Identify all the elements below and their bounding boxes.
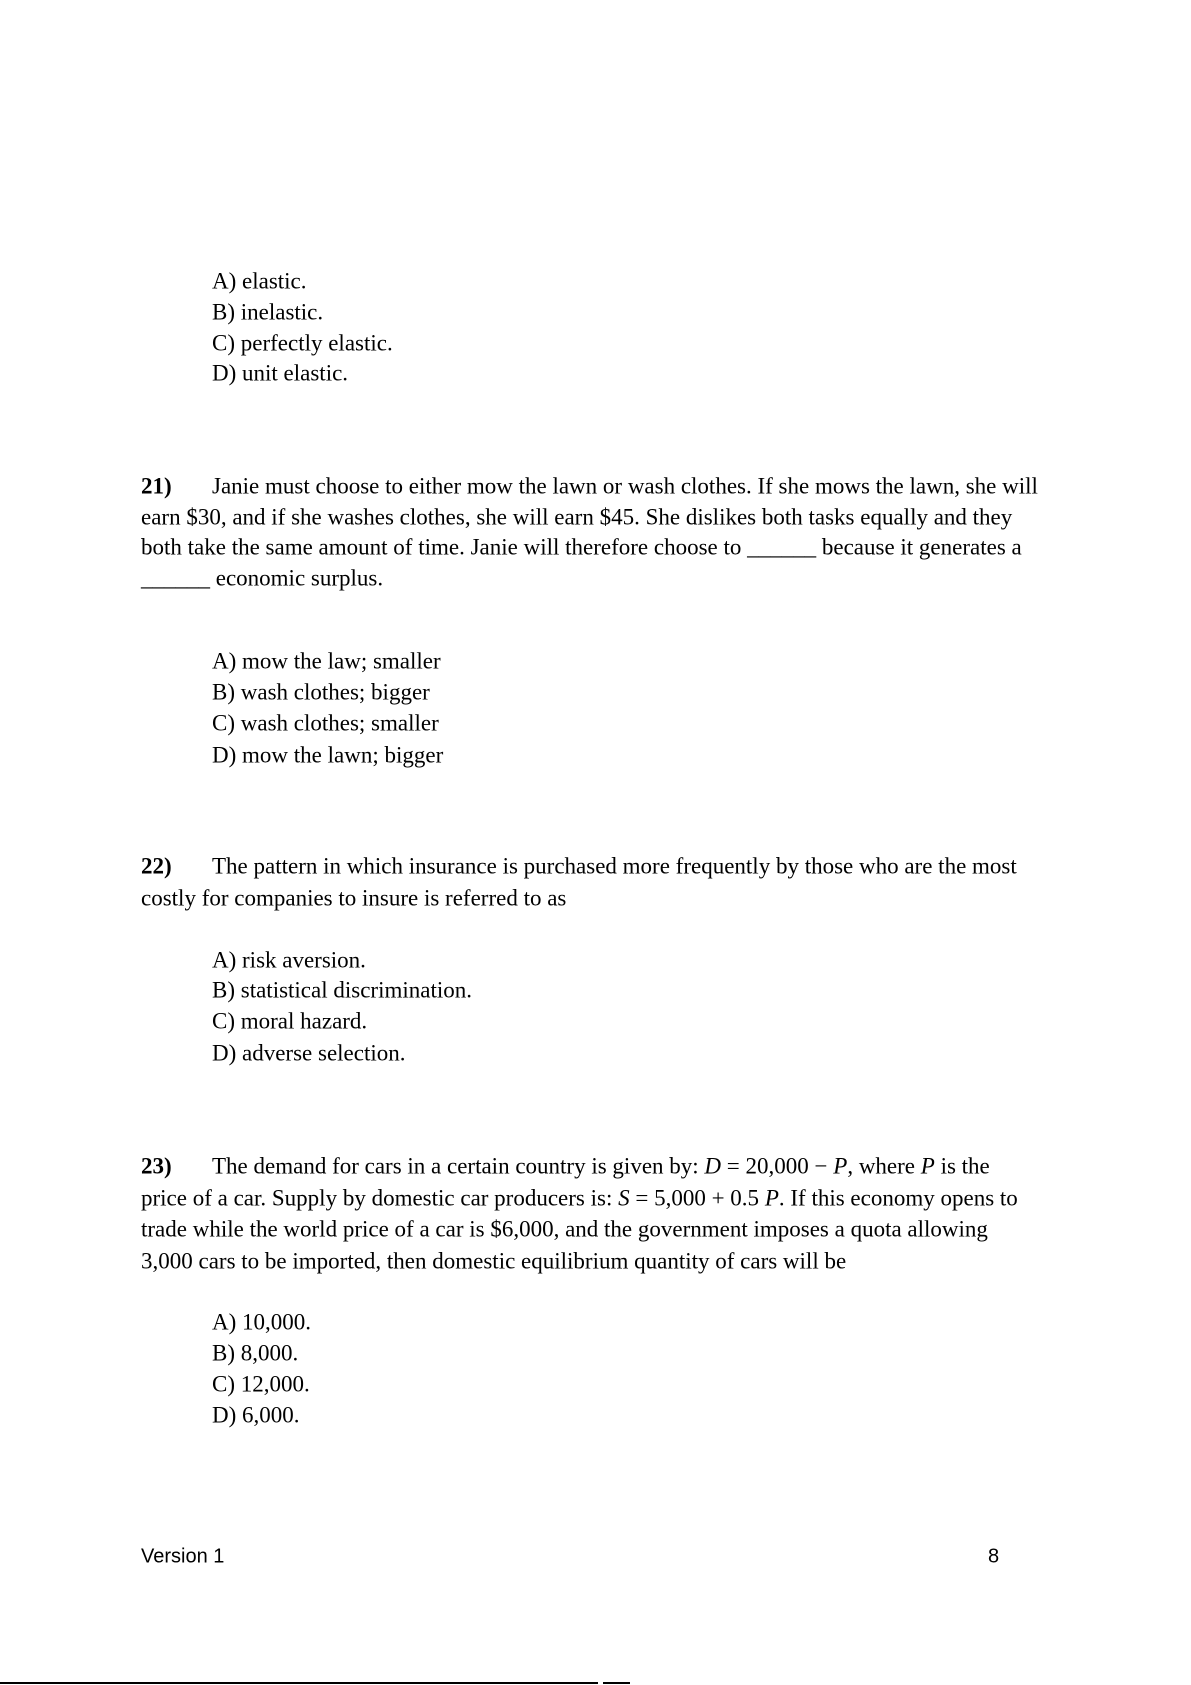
- option-d: D) mow the lawn; bigger: [212, 742, 444, 768]
- option-c: C) 12,000.: [212, 1371, 310, 1397]
- question-text: trade while the world price of a car is $6,000, and the government imposes a quota allowing: [141, 1216, 988, 1242]
- option-a: A) 10,000.: [212, 1309, 312, 1335]
- option-d: D) unit elastic.: [212, 360, 349, 386]
- option-c: C) moral hazard.: [212, 1008, 368, 1034]
- option-b: B) wash clothes; bigger: [212, 679, 430, 705]
- question-number: 23): [141, 1153, 172, 1179]
- page-number: 8: [988, 1545, 1000, 1568]
- footer-version: Version 1: [141, 1545, 225, 1568]
- option-a: A) mow the law; smaller: [212, 648, 441, 674]
- option-a: A) elastic.: [212, 268, 307, 294]
- question-text: 23) The demand for cars in a certain country is given by: D = 20,000 − P, where P is the: [141, 1151, 990, 1182]
- option-d: D) adverse selection.: [212, 1040, 406, 1066]
- question-text: The pattern in which insurance is purchased more frequently by those who are the most: [212, 853, 1017, 879]
- question-text: Janie must choose to either mow the lawn or wash clothes. If she mows the lawn, she will: [212, 473, 1038, 499]
- question-number: 21): [141, 473, 172, 499]
- option-b: B) statistical discrimination.: [212, 977, 472, 1003]
- option-c: C) perfectly elastic.: [212, 330, 393, 356]
- question-text: price of a car. Supply by domestic car producers is: S = 5,000 + 0.5 P. If this economy opens to: [141, 1185, 1018, 1211]
- question-number: 22): [141, 853, 172, 879]
- option-c: C) wash clothes; smaller: [212, 710, 439, 736]
- option-d: D) 6,000.: [212, 1402, 300, 1428]
- question-text: ______ economic surplus.: [141, 565, 384, 591]
- question-text: both take the same amount of time. Janie will therefore choose to ______ because it generates a: [141, 534, 1022, 560]
- question-text: costly for companies to insure is referred to as: [141, 885, 567, 911]
- bottom-divider-fragment: [603, 1682, 630, 1684]
- option-a: A) risk aversion.: [212, 947, 366, 973]
- question-text: earn $30, and if she washes clothes, she will earn $45. She dislikes both tasks equally and they: [141, 504, 1013, 530]
- option-b: B) 8,000.: [212, 1340, 299, 1366]
- question-text: 3,000 cars to be imported, then domestic equilibrium quantity of cars will be: [141, 1248, 847, 1274]
- bottom-divider: [0, 1682, 598, 1684]
- option-b: B) inelastic.: [212, 299, 324, 325]
